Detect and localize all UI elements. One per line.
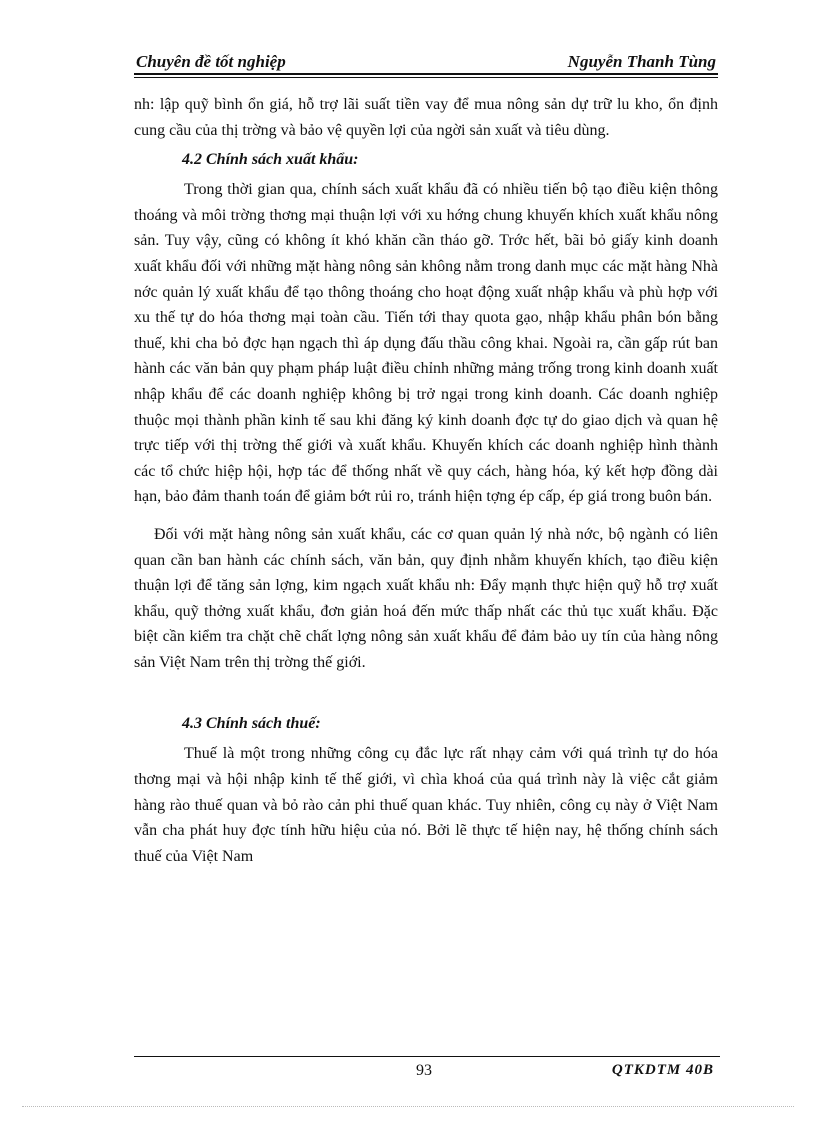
header-rule	[134, 73, 718, 75]
header-author-name: Nguyễn Thanh Tùng	[567, 52, 716, 71]
paragraph-continuation: nh: lập quỹ bình ổn giá, hỗ trợ lãi suất tiền vay để mua nông sản dự trữ lu kho, ổn định cung cầu của thị trờng và bảo vệ quyền lợi của ngời sản xuất và tiêu dùng.	[134, 96, 718, 139]
paragraph-tax-policy: Thuế là một trong những công cụ đắc lực rất nhạy cảm với quá trình tự do hóa thơng mại và hội nhập kinh tế thế giới, vì chìa khoá của quá trình này là việc cắt giảm hàng rào thuế quan và bỏ rào cản phi thuế quan khác. Tuy nhiên, công cụ này ở Việt Nam vẫn cha phát huy đợc tính hữu hiệu của nó. Bởi lẽ thực tế hiện nay, hệ thống chính sách thuế của Việt Nam	[134, 745, 718, 865]
section-heading-export-policy: 4.2 Chính sách xuất khẩu:	[182, 151, 359, 169]
page-body	[134, 92, 718, 869]
page-footer	[134, 1056, 720, 1084]
footer-class-code: QTKDTM 40B	[611, 1062, 714, 1078]
header-rule-secondary	[134, 77, 718, 78]
page-bottom-border	[22, 1106, 794, 1107]
paragraph-export-agencies: Đối với mặt hàng nông sản xuất khẩu, các cơ quan quản lý nhà nớc, bộ ngành có liên quan cần ban hành các chính sách, văn bản, quy định nhằm khuyến khích, tạo điều kiện thuận lợi để tăng sản lợng, kim ngạch xuất khẩu nh: Đẩy mạnh thực hiện quỹ hỗ trợ xuất khẩu, quỹ thởng xuất khẩu, đơn giản hoá đến mức thấp nhất các thủ tục xuất khẩu. Đặc biệt cần kiểm tra chặt chẽ chất lợng nông sản xuất khẩu để đảm bảo uy tín của hàng nông sản Việt Nam trên thị trờng thế giới.	[134, 525, 718, 671]
footer-rule	[134, 1056, 720, 1057]
section-heading-tax-policy: 4.3 Chính sách thuế:	[182, 715, 321, 733]
paragraph-export-policy: Trong thời gian qua, chính sách xuất khẩu đã có nhiều tiến bộ tạo điều kiện thông thoáng và môi trờng thơng mại thuận lợi với xu hớng chung khuyến khích xuất khẩu nông sản. Tuy vậy, cũng có không ít khó khăn cần tháo gỡ. Trớc hết, bãi bỏ giấy kinh doanh xuất khẩu đối với những mặt hàng nông sản không nằm trong danh mục các mặt hàng Nhà nớc quản lý xuất khẩu để tạo thông thoáng cho hoạt động xuất nhập khẩu và phù hợp với xu thế tự do hóa thơng mại toàn cầu. Tiến tới thay quota gạo, nhập khẩu phân bón bằng thuế, khi cha bỏ đợc hạn ngạch thì áp dụng đấu thầu công khai. Ngoài ra, cần gấp rút ban hành các văn bản quy phạm pháp luật điều chỉnh những mảng trống trong kinh doanh xuất nhập khẩu để các doanh nghiệp không bị trở ngại trong kinh doanh. Các doanh nghiệp thuộc mọi thành phần kinh tế sau khi đăng ký kinh doanh đợc tự do giao dịch và quan hệ trực tiếp với thị trờng thế giới và xuất khẩu. Khuyến khích các doanh nghiệp hình thành các tổ chức hiệp hội, hợp tác để thống nhất về quy cách, hàng hóa, ký kết hợp đồng dài hạn, bảo đảm thanh toán để giảm bớt rủi ro, tránh hiện tợng ép cấp, ép giá trong buôn bán.	[134, 181, 718, 506]
page-number: 93	[416, 1062, 432, 1079]
page-header	[134, 48, 718, 74]
header-document-title: Chuyên đề tốt nghiệp	[136, 52, 286, 71]
